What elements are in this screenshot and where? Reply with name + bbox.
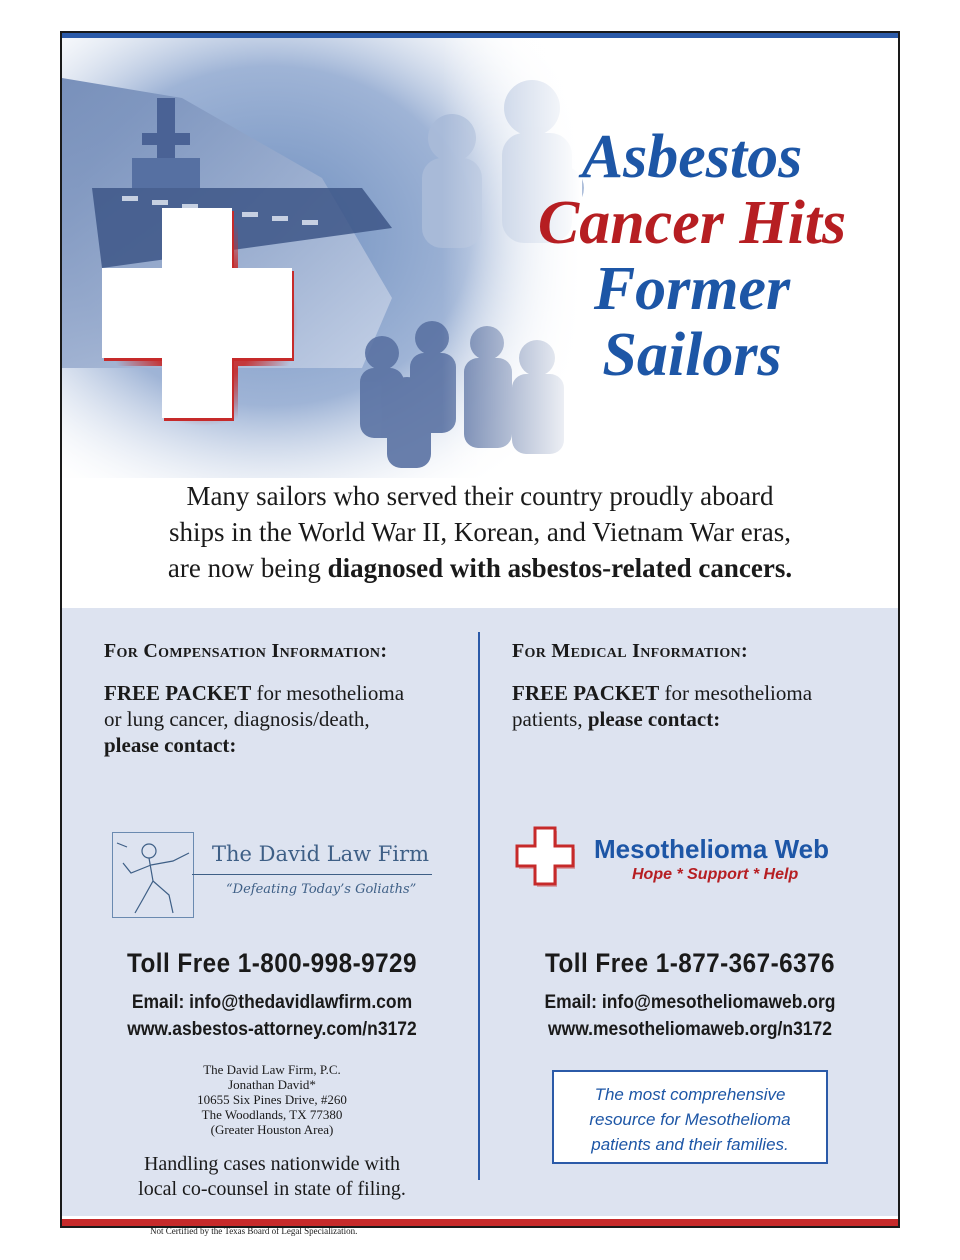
column-divider: [478, 632, 480, 1180]
medical-phone[interactable]: Toll Free 1-877-367-6376: [545, 948, 835, 978]
mesothelioma-web-logo[interactable]: [510, 822, 880, 892]
headline-line-4: Sailors: [602, 321, 782, 389]
compensation-column: [104, 608, 464, 1236]
handling-line-2: local co-counsel in state of filing.: [138, 1178, 406, 1200]
intro-line-3-plain: are now being: [167, 553, 328, 583]
medical-contact: please contact:: [587, 707, 721, 731]
headline-line-1: Asbestos: [581, 123, 803, 191]
compensation-packet-text-1: for mesothelioma: [251, 681, 405, 705]
fencer-icon: [112, 832, 194, 918]
resource-callout: [552, 1070, 828, 1164]
compensation-phone[interactable]: Toll Free 1-800-998-9729: [127, 948, 417, 978]
intro-paragraph: [62, 478, 898, 586]
resource-line-3: patients and their families.: [591, 1135, 789, 1154]
mesothelioma-web-name: Mesothelioma Web: [594, 834, 830, 864]
address-line: The Woodlands, TX 77380: [201, 1107, 343, 1122]
medical-packet-bold: FREE PACKET: [512, 681, 660, 705]
address-line: 10655 Six Pines Drive, #260: [197, 1092, 347, 1107]
intro-line-3: [62, 550, 898, 586]
mesothelioma-web-tagline: Hope * Support * Help: [632, 866, 799, 883]
resource-line-2: resource for Mesothelioma: [589, 1110, 791, 1129]
medical-packet-text-1: for mesothelioma: [659, 681, 813, 705]
compensation-packet-bold: FREE PACKET: [104, 681, 252, 705]
compensation-email[interactable]: Email: info@thedavidlawfirm.com: [131, 992, 413, 1013]
advertisement: [60, 31, 900, 1236]
resource-line-1: The most comprehensive: [594, 1085, 786, 1104]
medical-body: [512, 680, 872, 732]
hero-section: [62, 38, 898, 478]
address-line: Jonathan David*: [228, 1077, 316, 1092]
law-firm-address: [104, 1062, 440, 1137]
intro-line-3-bold: diagnosed with asbestos-related cancers.: [327, 553, 793, 583]
medical-email[interactable]: Email: info@mesotheliomaweb.org: [544, 992, 836, 1013]
headline-line-2: Cancer Hits: [537, 189, 847, 257]
medical-website[interactable]: www.mesotheliomaweb.org/n3172: [548, 1019, 832, 1040]
bottom-stripe: [62, 1219, 898, 1226]
mesothelioma-cross-icon: [510, 822, 580, 892]
address-line: (Greater Houston Area): [210, 1122, 334, 1137]
contact-panel: [62, 608, 898, 1236]
handling-line-1: Handling cases nationwide with: [143, 1153, 401, 1175]
logo-rule: [192, 874, 432, 875]
compensation-packet-text-2: or lung cancer, diagnosis/death,: [104, 707, 370, 731]
david-law-firm-logo[interactable]: [112, 832, 432, 920]
medical-heading: For Medical Information:: [512, 640, 748, 662]
handling-note: [104, 1152, 440, 1202]
david-law-firm-tagline: “Defeating Today’s Goliaths”: [226, 882, 417, 897]
intro-line-2: ships in the World War II, Korean, and Vietnam War eras,: [169, 517, 791, 547]
intro-line-1: Many sailors who served their country proudly aboard: [186, 481, 774, 511]
compensation-heading: For Compensation Information:: [104, 640, 388, 662]
david-law-firm-name: The David Law Firm: [212, 842, 430, 866]
resource-text: [554, 1082, 826, 1157]
compensation-contact: please contact:: [104, 733, 237, 757]
address-line: The David Law Firm, P.C.: [203, 1062, 341, 1077]
headline: [492, 123, 892, 390]
compensation-body: [104, 680, 464, 758]
medical-packet-text-2: patients,: [512, 707, 588, 731]
footnote-line-2: Not Certified by the Texas Board of Legal Specialization.: [150, 1226, 358, 1236]
compensation-website[interactable]: www.asbestos-attorney.com/n3172: [127, 1019, 417, 1040]
headline-line-3: Former: [593, 255, 791, 323]
medical-column: [512, 608, 882, 1225]
